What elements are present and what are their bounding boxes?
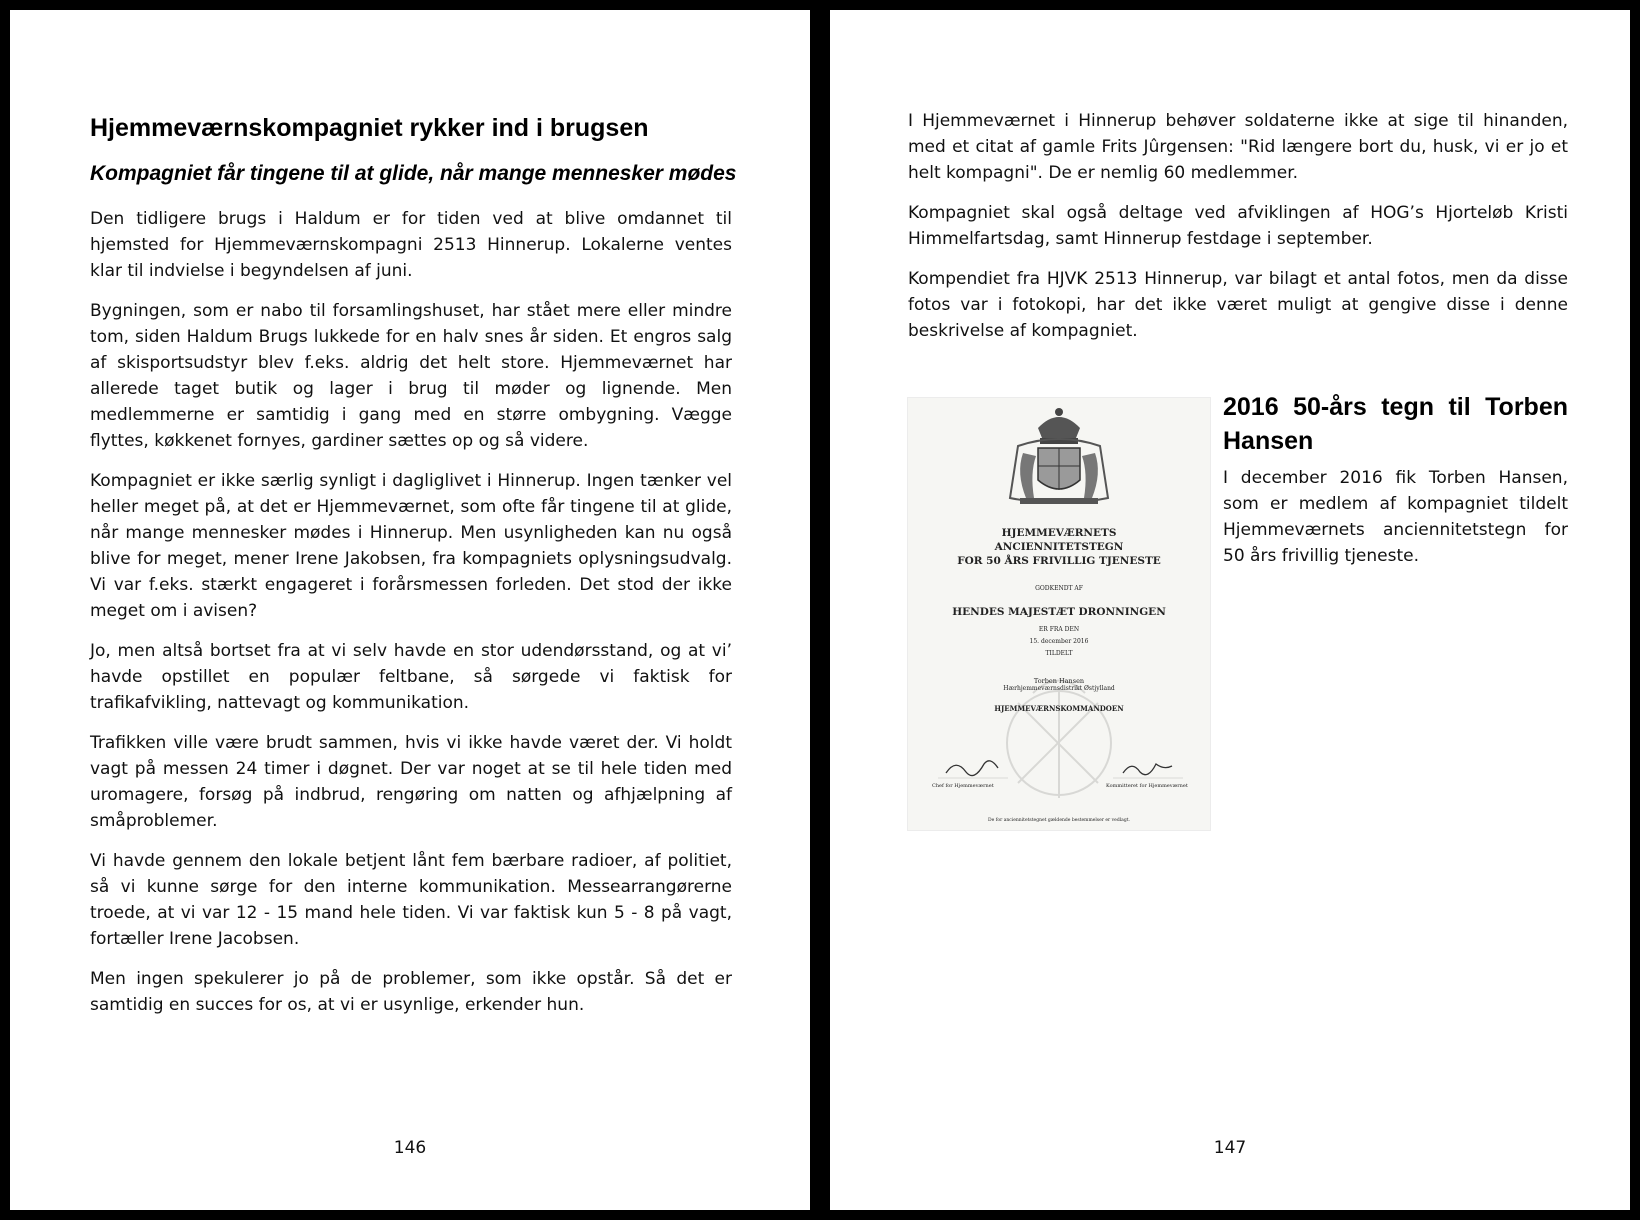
paragraph: Vi havde gennem den lokale betjent lånt fem bærbare radioer, af politiet, så vi kunne sørge for den interne kommunikation. Messearrangørerne troede, at vi var 12 - 15 mand hele tiden. Vi var faktisk kun 5 - 8 på vagt, fortæller Irene Jacobsen. <box>90 851 732 949</box>
right-body <box>908 108 1568 358</box>
right-page <box>830 10 1630 1210</box>
certificate-sig-left-title: Chef for Hjemmeværnet <box>932 783 994 789</box>
left-body <box>90 206 732 1032</box>
certificate-image <box>908 398 1210 830</box>
paragraph: Trafikken ville være brudt sammen, hvis vi ikke havde været der. Vi holdt vagt på messen 24 timer i døgnet. Der var noget at se til hele tiden med uromagere, forsøg på indbrud, rengøring om natten og afhjælpning af småproblemer. <box>90 733 732 831</box>
certificate-command: HJEMMEVÆRNSKOMMANDOEN <box>994 704 1124 713</box>
page-number: 147 <box>1213 1138 1247 1158</box>
paragraph: Kompagniet skal også deltage ved afviklingen af HOG’s Hjorteløb Kristi Himmelfartsdag, samt Hinnerup festdage i september. <box>908 203 1568 249</box>
paragraph: Kompagniet er ikke særlig synligt i dagliglivet i Hinnerup. Ingen tænker vel heller meget på, at det er Hjemmeværnet, som ofte får tingene til at glide, når mange mennesker mødes i Hinnerup. Men usynligheden kan nu også blive for meget, mener Irene Jakobsen, fra kompagniets oplysningsudvalg. Vi var f.eks. stærkt engageret i forårsmessen forleden. Det stod der ikke meget om i avisen? <box>90 471 732 621</box>
article-subtitle: Kompagniet får tingene til at glide, når mange mennesker mødes <box>90 162 737 185</box>
section-heading: 2016 50-års tegn til Torben Hansen <box>1223 393 1568 455</box>
paragraph: Bygningen, som er nabo til forsamlingshuset, har stået mere eller mindre tom, siden Haldum Brugs lukkede for en halv snes år siden. Et engros salg af skisportsudstyr blev f.eks. aldrig det helt store. Hjemmeværnet har allerede taget butik og lager i brug til møder og lignende. Men medlemmerne er samtidig i gang med en større ombygning. Vægge flyttes, køkkenet fornyes, gardiner sættes op og så videre. <box>90 301 732 451</box>
certificate-recipient-name: Torben Hansen <box>1033 677 1085 685</box>
section-text <box>1223 465 1568 583</box>
paragraph: Kompendiet fra HJVK 2513 Hinnerup, var bilagt et antal fotos, men da disse fotos var i fotokopi, har det ikke været muligt at gengive disse i denne beskrivelse af kompagniet. <box>908 269 1568 341</box>
paragraph: Men ingen spekulerer jo på de problemer, som ikke opstår. Så det er samtidig en succes for os, at vi er usynlige, erkender hun. <box>90 969 732 1015</box>
paragraph: Den tidligere brugs i Haldum er for tiden ved at blive omdannet til hjemsted for Hjemmeværnskompagni 2513 Hinnerup. Lokalerne ventes klar til indvielse i begyndelsen af juni. <box>90 209 732 281</box>
certificate-majesty: HENDES MAJESTÆT DRONNINGEN <box>952 606 1166 618</box>
certificate-title: HJEMMEVÆRNETS ANCIENNITETSTEGN FOR 50 ÅRS FRIVILLIG TJENESTE <box>957 527 1161 567</box>
certificate-recipient-unit: Hærhjemmeværnsdistrikt Østjylland <box>1003 685 1115 692</box>
certificate-approved-by: GODKENDT AF <box>1035 585 1083 592</box>
page-number: 146 <box>393 1138 427 1158</box>
article-title: Hjemmeværnskompagniet rykker ind i brugsen <box>90 114 649 142</box>
left-page <box>10 10 810 1210</box>
certificate-from-date-label: ER FRA DEN <box>1038 626 1080 633</box>
certificate-awarded: TILDELT <box>1045 650 1073 657</box>
certificate-date: 15. december 2016 <box>1029 638 1089 645</box>
paragraph: Jo, men altså bortset fra at vi selv havde en stor udendørsstand, og at vi’ havde opstillet en populær feltbane, så sørgede vi faktisk for trafikafvikling, nattevagt og kommunikation. <box>90 641 732 713</box>
paragraph: I december 2016 fik Torben Hansen, som er medlem af kompagniet tildelt Hjemmeværnets anciennitetstegn for 50 års frivillig tjeneste. <box>1223 468 1568 566</box>
certificate-sig-right-title: Kommitteret for Hjemmeværnet <box>1106 783 1188 789</box>
certificate-footer: De for anciennitetstegnet gældende bestemmelser er vedlagt. <box>988 818 1130 823</box>
paragraph: I Hjemmeværnet i Hinnerup behøver soldaterne ikke at sige til hinanden, med et citat af gamle Frits Jûrgensen: "Rid længere bort du, husk, vi er jo et helt kompagni". De er nemlig 60 medlemmer. <box>908 111 1568 183</box>
